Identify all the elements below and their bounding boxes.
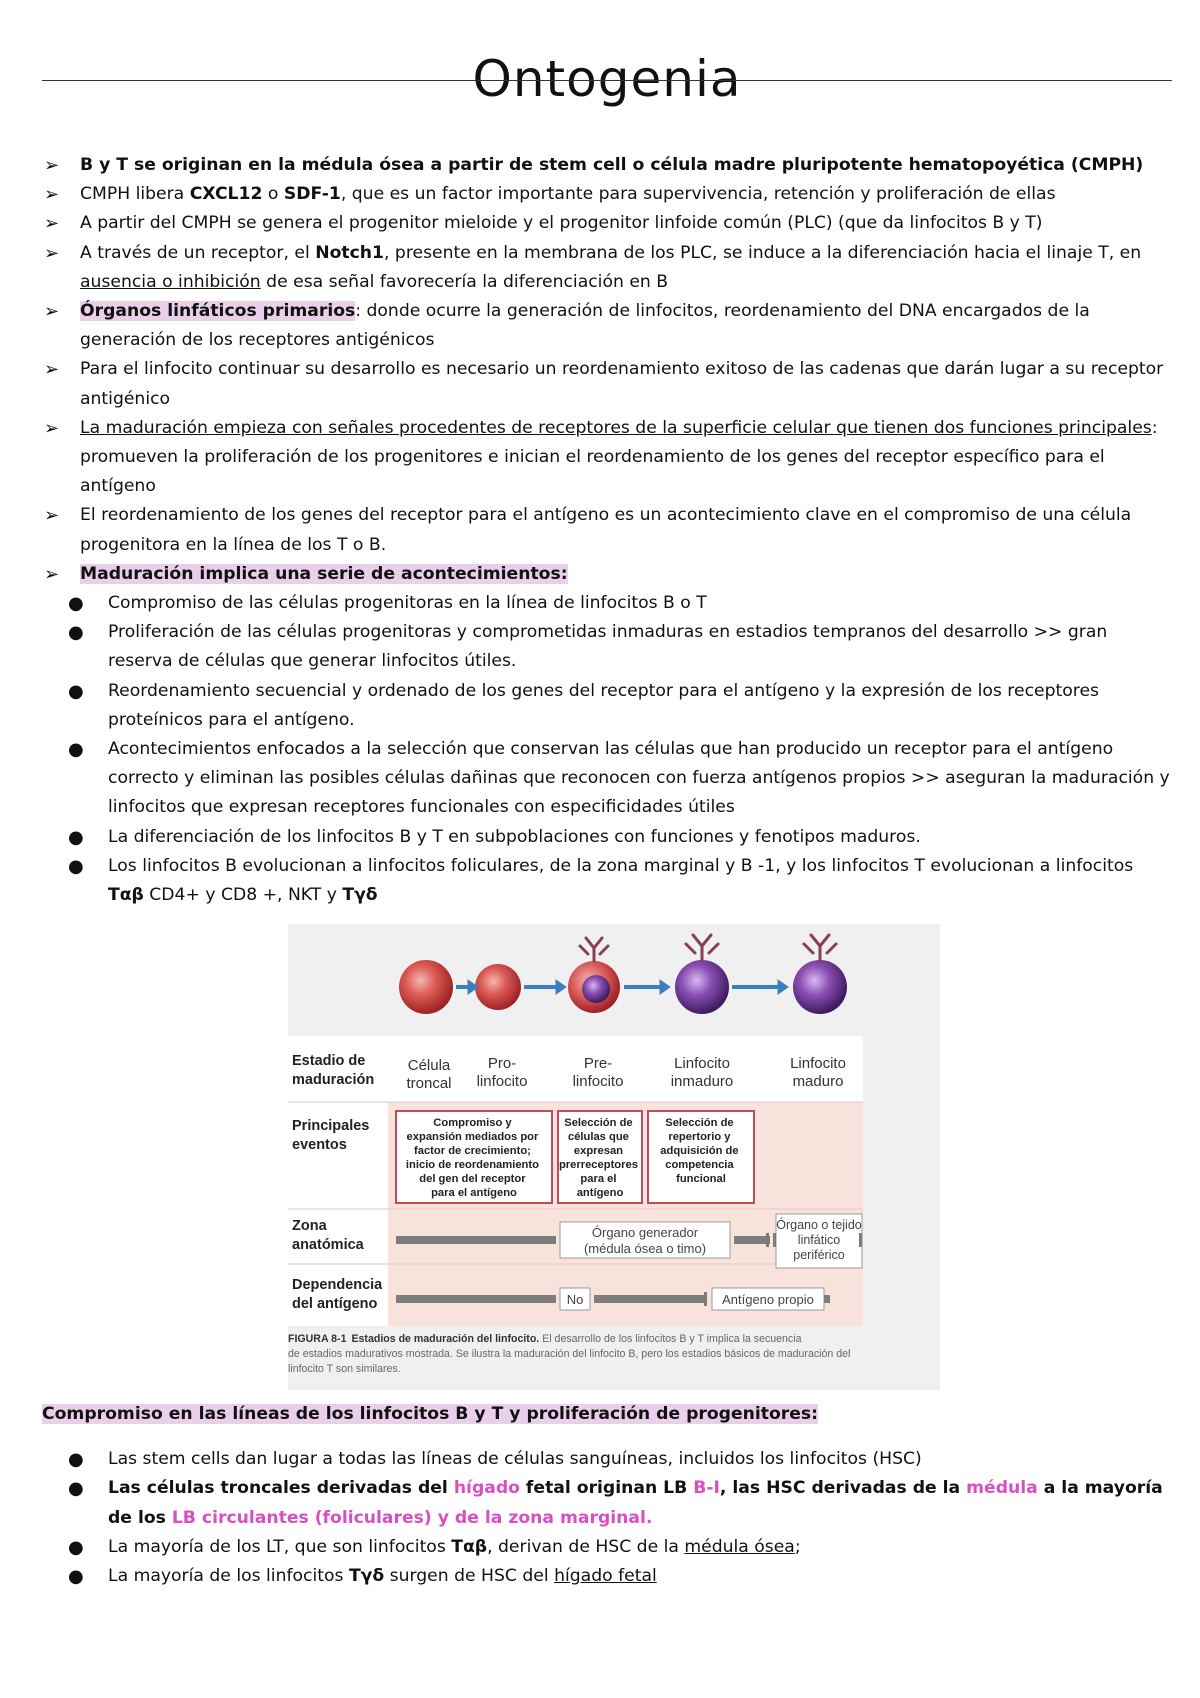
list-item <box>42 151 1172 180</box>
item-text: de esa señal favorecería la diferenciación en B <box>260 271 669 292</box>
item-text: La mayoría de los LT, que son linfocitos <box>108 1536 452 1557</box>
list-item <box>42 560 1172 589</box>
item-text: : promueven la proliferación de los progenitores e inician el reordenamiento de los genes del receptor específico para el antígeno <box>80 417 1158 497</box>
item-text: Reordenamiento secuencial y ordenado de los genes del receptor para el antígeno y la expresión de los receptores proteínicos para el antígeno. <box>108 680 1099 730</box>
stage-name-immature: Linfocito inmaduro <box>670 1055 734 1090</box>
dependency-bar <box>824 1295 830 1303</box>
item-bold: , las HSC derivadas de la <box>719 1478 967 1499</box>
row-label-zone: Zona anatómica <box>292 1218 364 1253</box>
item-text: , derivan de HSC de la <box>487 1536 685 1557</box>
list-item <box>42 501 1172 559</box>
item-bold: SDF-1 <box>283 184 341 205</box>
item-underlined: médula ósea <box>684 1536 795 1557</box>
arrow-bullet-icon: ➢ <box>44 359 60 381</box>
item-underlined: hígado fetal <box>554 1566 657 1587</box>
list-item <box>42 618 1172 676</box>
arrow-bullet-icon: ➢ <box>44 242 60 264</box>
event-text-repertoire: Selección de repertorio y adquisición de competencia funcional <box>660 1117 739 1185</box>
commitment-list <box>42 1445 1172 1591</box>
dependency-no-label: No <box>566 1292 584 1307</box>
commitment-section <box>42 1400 1172 1591</box>
item-bold: a la mayoría de los <box>108 1478 1163 1528</box>
row-label-events: Principales eventos <box>292 1118 370 1153</box>
caption-line: FIGURA 8-1 Estadios de maduración del linfocito. El desarrollo de los linfocitos B y T implica la secuencia <box>288 1333 802 1345</box>
bullet-icon: ● <box>68 622 84 644</box>
dependency-bar <box>594 1295 704 1303</box>
bullet-icon: ● <box>68 1478 84 1500</box>
bullet-icon: ● <box>68 739 84 761</box>
maturation-figure <box>288 924 940 1390</box>
list-item <box>42 297 1172 355</box>
item-text: : donde ocurre la generación de linfocitos, reordenamiento del DNA encargados de la generación de los receptores antigénicos <box>80 301 1090 351</box>
item-underlined: La maduración empieza con señales procedentes de receptores de la superficie celular que tienen dos funciones principales <box>80 417 1152 438</box>
item-text: Las stem cells dan lugar a todas las líneas de células sanguíneas, incluidos los linfocitos (HSC) <box>108 1449 922 1470</box>
caption-line: linfocito T son similares. <box>288 1363 401 1375</box>
item-bold: Tγδ <box>342 885 378 906</box>
bullet-icon: ● <box>68 1536 84 1558</box>
events-list <box>42 589 1172 910</box>
list-item <box>42 1562 1172 1591</box>
list-item <box>42 852 1172 910</box>
item-text: Compromiso de las células progenitoras en la línea de linfocitos B o T <box>108 593 707 614</box>
item-text: , que es un factor importante para supervivencia, retención y proliferación de ellas <box>340 184 1056 205</box>
item-text: A partir del CMPH se genera el progenitor mieloide y el progenitor linfoide común (PLC) (que da linfocitos B y T) <box>80 213 1043 234</box>
item-text: , presente en la membrana de los PLC, se induce a la diferenciación hacia el linaje T, en <box>383 242 1142 263</box>
bullet-icon: ● <box>68 680 84 702</box>
bullet-icon: ● <box>68 1449 84 1471</box>
bullet-icon: ● <box>68 855 84 877</box>
item-pink: médula <box>966 1478 1038 1499</box>
item-text: ; <box>794 1536 801 1557</box>
intro-section <box>42 151 1172 910</box>
item-text: o <box>262 184 284 205</box>
list-item <box>42 1474 1172 1532</box>
item-text: Proliferación de las células progenitoras y comprometidas inmaduras en estadios tempranos del desarrollo >> gran reserva de células que generar linfocitos útiles. <box>108 622 1108 672</box>
item-pink: B-I <box>693 1478 720 1499</box>
arrow-bullet-icon: ➢ <box>44 417 60 439</box>
item-text: surgen de HSC del <box>384 1566 555 1587</box>
zone-bar <box>734 1236 770 1244</box>
item-text: CMPH libera <box>80 184 190 205</box>
dependency-self-label: Antígeno propio <box>722 1292 814 1307</box>
item-text: CD4+ y CD8 +, NKT y <box>143 885 343 906</box>
item-highlight: : <box>560 563 568 584</box>
item-bold: Tαβ <box>108 885 144 906</box>
item-bold: Las células troncales derivadas del <box>108 1478 454 1499</box>
zone-bar-end <box>766 1233 769 1247</box>
section-heading <box>42 1400 1172 1429</box>
arrow-bullet-icon: ➢ <box>44 505 60 527</box>
zone-peripheral-label: Órgano o tejido linfático periférico <box>776 1218 862 1262</box>
item-underlined: ausencia o inhibición <box>80 271 261 292</box>
zone-bar-end <box>859 1233 862 1247</box>
event-boxes <box>396 1111 754 1203</box>
stage-name-stem: Célula troncal <box>406 1057 452 1092</box>
caption-line: de estadios madurativos mostrada. Se ilustra la maduración del linfocito B, pero los estadios básicos de maduración del <box>288 1348 851 1360</box>
zone-bar <box>396 1236 556 1244</box>
pro-lymphocyte-cell-icon <box>475 964 521 1010</box>
list-item <box>42 180 1172 209</box>
list-item <box>42 677 1172 735</box>
list-item <box>42 735 1172 823</box>
item-pink: hígado <box>453 1478 520 1499</box>
bullet-icon: ● <box>68 826 84 848</box>
list-item <box>42 209 1172 238</box>
item-pink: LB circulantes (foliculares) y de la zona marginal. <box>171 1507 653 1528</box>
item-highlight: Maduración implica una serie de acontecimientos <box>80 563 561 584</box>
list-item <box>42 1533 1172 1562</box>
item-bold: Tγδ <box>348 1566 385 1587</box>
dependency-bar-end <box>704 1292 707 1306</box>
item-text: El reordenamiento de los genes del receptor para el antígeno es un acontecimiento clave en el compromiso de una célula progenitora en la línea de los T o B. <box>80 505 1132 555</box>
section-heading-colon: : <box>811 1404 819 1424</box>
stage-name-pre: Pre-linfocito <box>572 1055 624 1090</box>
row-label-dependency: Dependencia del antígeno <box>292 1277 383 1312</box>
item-bold: fetal originan LB <box>519 1478 694 1499</box>
arrow-bullet-icon: ➢ <box>44 184 60 206</box>
arrow-bullet-icon: ➢ <box>44 301 60 323</box>
arrow-bullet-icon: ➢ <box>44 155 60 176</box>
item-text: Para el linfocito continuar su desarrollo es necesario un reordenamiento exitoso de las cadenas que darán lugar a su receptor antigénico <box>80 359 1164 409</box>
title-underline <box>42 80 1172 81</box>
event-text-commitment: Compromiso y expansión mediados por factor de crecimiento; inicio de reordenamiento del gen del receptor para el antígeno <box>405 1117 539 1199</box>
stem-cell-icon <box>399 960 453 1014</box>
list-item <box>42 414 1172 502</box>
list-item <box>42 823 1172 852</box>
list-item <box>42 589 1172 618</box>
item-text: La diferenciación de los linfocitos B y T en subpoblaciones con funciones y fenotipos maduros. <box>108 826 921 847</box>
zone-generator-label: Órgano generador (médula ósea o timo) <box>583 1225 707 1256</box>
list-item <box>42 355 1172 413</box>
section-heading-text: Compromiso en las líneas de los linfocitos B y T y proliferación de progenitores <box>42 1404 812 1424</box>
dependency-bar <box>396 1295 556 1303</box>
item-text: Acontecimientos enfocados a la selección que conservan las células que han producido un receptor para el antígeno correcto y eliminan las posibles células dañinas que reconocen con fuerza antígenos propios >> aseguran la maduración y linfocitos que expresan receptores funcionales con especificidades útiles <box>108 739 1170 818</box>
stage-name-mature: Linfocito maduro <box>790 1055 846 1090</box>
item-text: Los linfocitos B evolucionan a linfocitos foliculares, de la zona marginal y B -1, y los linfocitos T evolucionan a linfocitos <box>108 855 1134 876</box>
maturation-figure-svg <box>288 924 940 1390</box>
item-text: La mayoría de los linfocitos <box>108 1566 349 1587</box>
list-item <box>42 239 1172 297</box>
page-title: Ontogenia <box>472 49 742 108</box>
item-text: A través de un receptor, el <box>80 242 316 263</box>
item-text: B y T se originan en la médula ósea a partir de stem cell o célula madre pluripotente hematopoyética (CMPH) <box>80 155 1144 175</box>
zone-bar-end <box>773 1233 776 1247</box>
arrow-bullet-icon: ➢ <box>44 563 60 585</box>
item-highlight: Órganos linfáticos primarios <box>80 301 356 322</box>
item-bold: Notch1 <box>315 242 384 263</box>
list-item <box>42 1445 1172 1474</box>
row-label-stage: Estadio de maduración <box>292 1053 375 1088</box>
bullet-icon: ● <box>68 1566 84 1588</box>
arrow-list <box>42 151 1172 589</box>
arrow-bullet-icon: ➢ <box>44 213 60 235</box>
item-bold: CXCL12 <box>189 184 263 205</box>
stage-name-pro: Pro-linfocito <box>476 1055 528 1090</box>
bullet-icon: ● <box>68 593 84 615</box>
event-text-selection: Selección de células que expresan prerreceptores para el antígeno <box>558 1117 638 1199</box>
item-bold: Tαβ <box>451 1536 488 1557</box>
